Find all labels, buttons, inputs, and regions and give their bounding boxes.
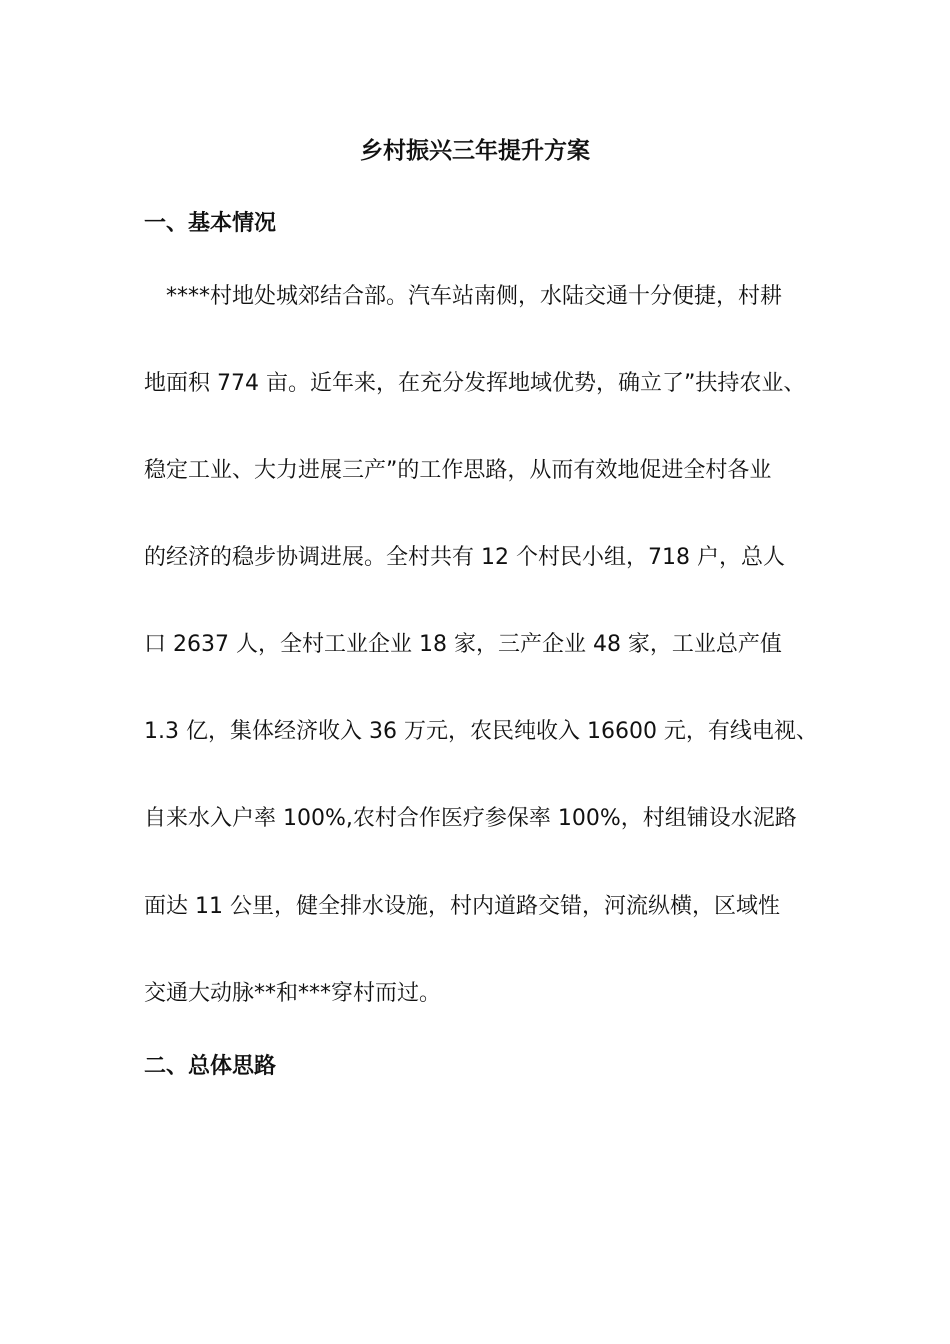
section-heading-basic-situation: 一、基本情况 [144, 211, 277, 236]
paragraph-line: 面达 11 公里，健全排水设施，村内道路交错，河流纵横，区域性 [144, 894, 780, 919]
paragraph-line: 稳定工业、大力进展三产”的工作思路，从而有效地促进全村各业 [144, 458, 772, 483]
paragraph-line: 自来水入户率 100%,农村合作医疗参保率 100%，村组铺设水泥路 [144, 806, 797, 831]
section-heading-overall-approach: 二、总体思路 [144, 1054, 277, 1079]
paragraph-line: 1.3 亿，集体经济收入 36 万元，农民纯收入 16600 元，有线电视、 [144, 719, 818, 744]
paragraph-line: 的经济的稳步协调进展。全村共有 12 个村民小组，718 户，总人 [144, 545, 785, 570]
paragraph-line: ****村地处城郊结合部。汽车站南侧，水陆交通十分便捷，村耕 [144, 284, 783, 309]
paragraph-line: 地面积 774 亩。近年来，在充分发挥地域优势，确立了”扶持农业、 [144, 371, 806, 396]
document-title: 乡村振兴三年提升方案 [360, 138, 590, 164]
paragraph-line: 交通大动脉**和***穿村而过。 [144, 981, 442, 1006]
paragraph-line: 口 2637 人，全村工业企业 18 家，三产企业 48 家，工业总产值 [144, 632, 782, 657]
